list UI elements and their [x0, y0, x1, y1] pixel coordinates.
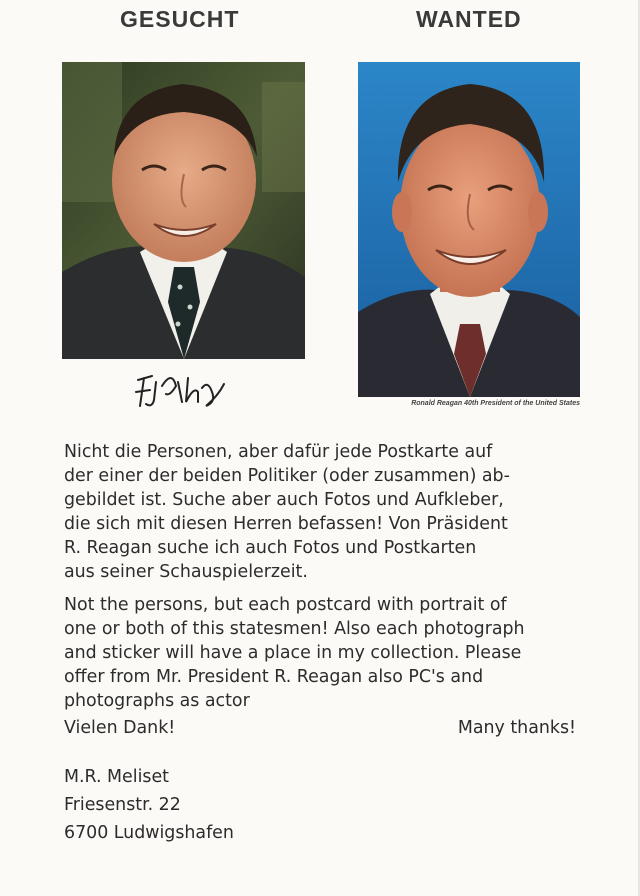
portrait-right-image: [358, 62, 580, 397]
thanks-german: Vielen Dank!: [64, 718, 176, 738]
portrait-left-image: [62, 62, 305, 359]
photo-caption: Ronald Reagan 40th President of the United States: [411, 400, 580, 407]
paragraph-line: Not the persons, but each postcard with portrait of: [64, 595, 507, 615]
heading-wanted: WANTED: [416, 6, 522, 32]
signature: [132, 366, 228, 414]
address-city: 6700 Ludwigshafen: [64, 823, 234, 843]
paragraph-line: aus seiner Schauspielerzeit.: [64, 562, 308, 582]
paragraph-line: photographs as actor: [64, 691, 250, 711]
paragraph-line: Nicht die Personen, aber dafür jede Postkarte auf: [64, 442, 493, 462]
paragraph-line: gebildet ist. Suche aber auch Fotos und Aufkleber,: [64, 490, 504, 510]
paragraph-line: die sich mit diesen Herren befassen! Von Präsident: [64, 514, 508, 534]
paragraph-line: and sticker will have a place in my collection. Please: [64, 643, 522, 663]
thanks-english: Many thanks!: [457, 718, 576, 738]
sender-address: [64, 763, 234, 847]
address-name: M.R. Meliset: [64, 767, 169, 787]
portrait-photo-right: [358, 62, 580, 397]
portrait-photo-left: [62, 62, 305, 359]
paragraph-line: one or both of this statesmen! Also each photograph: [64, 619, 525, 639]
paragraph-line: R. Reagan suche ich auch Fotos und Postkarten: [64, 538, 477, 558]
paragraph-line: offer from Mr. President R. Reagan also PC's and: [64, 667, 484, 687]
paragraph-german: [64, 440, 584, 584]
paragraph-line: der einer der beiden Politiker (oder zusammen) ab-: [64, 466, 510, 486]
address-street: Friesenstr. 22: [64, 795, 181, 815]
heading-gesucht: GESUCHT: [120, 6, 240, 32]
paragraph-english: [64, 593, 584, 713]
